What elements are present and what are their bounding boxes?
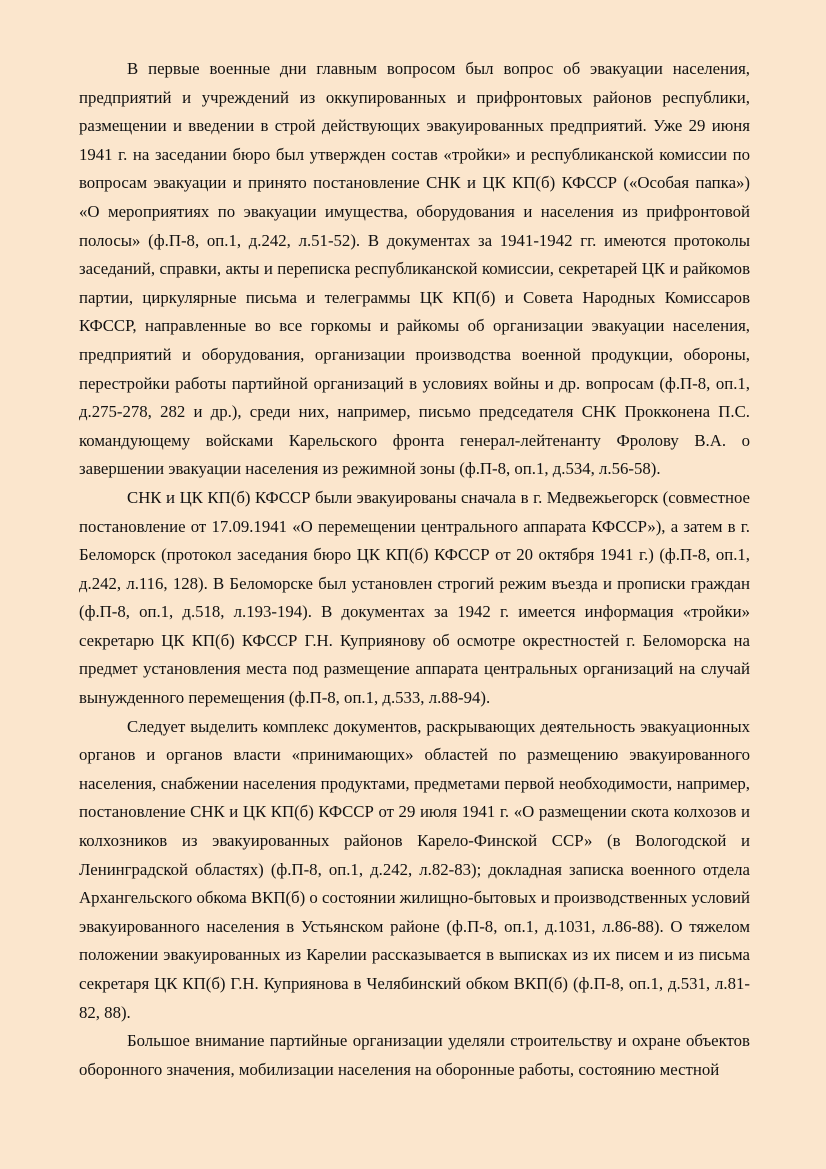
paragraph-defense-construction: Большое внимание партийные организации уделяли строительству и охране объектов оборонного значения, мобилизации населения на оборонные работы, состоянию местной — [79, 1031, 750, 1079]
paragraph-government-relocation: СНК и ЦК КП(б) КФССР были эвакуированы сначала в г. Медвежьегорск (совместное постановление от 17.09.1941 «О перемещении центрального аппарата КФССР»), а затем в г. Беломорск (протокол заседания бюро ЦК КП(б) КФССР от 20 октября 1941 г.) (ф.П-8, оп.1, д.242, л.116, 128). В Беломорске был установлен строгий режим въезда и прописки граждан (ф.П-8, оп.1, д.518, л.193-194). В документах за 1942 г. имеется информация «тройки» секретарю ЦК КП(б) КФССР Г.Н. Куприянову об осмотре окрестностей г. Беломорска на предмет установления места под размещение аппарата центральных организаций на случай вынужденного перемещения (ф.П-8, оп.1, д.533, л.88-94). — [79, 487, 750, 708]
paragraph-evacuation-overview: В первые военные дни главным вопросом был вопрос об эвакуации населения, предприятий и учреждений из оккупированных и прифронтовых районов республики, размещении и введении в строй действующих эвакуированных предприятий. Уже 29 июня 1941 г. на заседании бюро был утвержден состав «тройки» и республиканской комиссии по вопросам эвакуации и принято постановление СНК и ЦК КП(б) КФССР («Особая папка») «О мероприятиях по эвакуации имущества, оборудования и населения из прифронтовой полосы» (ф.П-8, оп.1, д.242, л.51-52). В документах за 1941-1942 гг. имеются протоколы заседаний, справки, акты и переписка республиканской комиссии, секретарей ЦК и райкомов партии, циркулярные письма и телеграммы ЦК КП(б) и Совета Народных Комиссаров КФССР, направленные во все горкомы и райкомы об организации эвакуации населения, предприятий и оборудования, организации производства военной продукции, обороны, перестройки работы партийной организаций в условиях войны и др. вопросам (ф.П-8, оп.1, д.275-278, 282 и др.), среди них, например, письмо председателя СНК Прокконена П.С. командующему войсками Карельского фронта генерал-лейтенанту Фролову В.А. о завершении эвакуации населения из режимной зоны (ф.П-8, оп.1, д.534, л.56-58). — [79, 59, 750, 479]
paragraph-evacuee-placement: Следует выделить комплекс документов, раскрывающих деятельность эвакуационных органов и органов власти «принимающих» областей по размещению эвакуированного населения, снабжении населения продуктами, предметами первой необходимости, например, постановление СНК и ЦК КП(б) КФССР от 29 июля 1941 г. «О размещении скота колхозов и колхозников из эвакуированных районов Карело-Финской ССР» (в Вологодской и Ленинградской областях) (ф.П-8, оп.1, д.242, л.82-83); докладная записка военного отдела Архангельского обкома ВКП(б) о состоянии жилищно-бытовых и производственных условий эвакуированного населения в Устьянском районе (ф.П-8, оп.1, д.1031, л.86-88). О тяжелом положении эвакуированных из Карелии рассказывается в выписках из их писем и из письма секретаря ЦК КП(б) Г.Н. Куприянова в Челябинский обком ВКП(б) (ф.П-8, оп.1, д.531, л.81-82, 88). — [79, 716, 750, 1022]
